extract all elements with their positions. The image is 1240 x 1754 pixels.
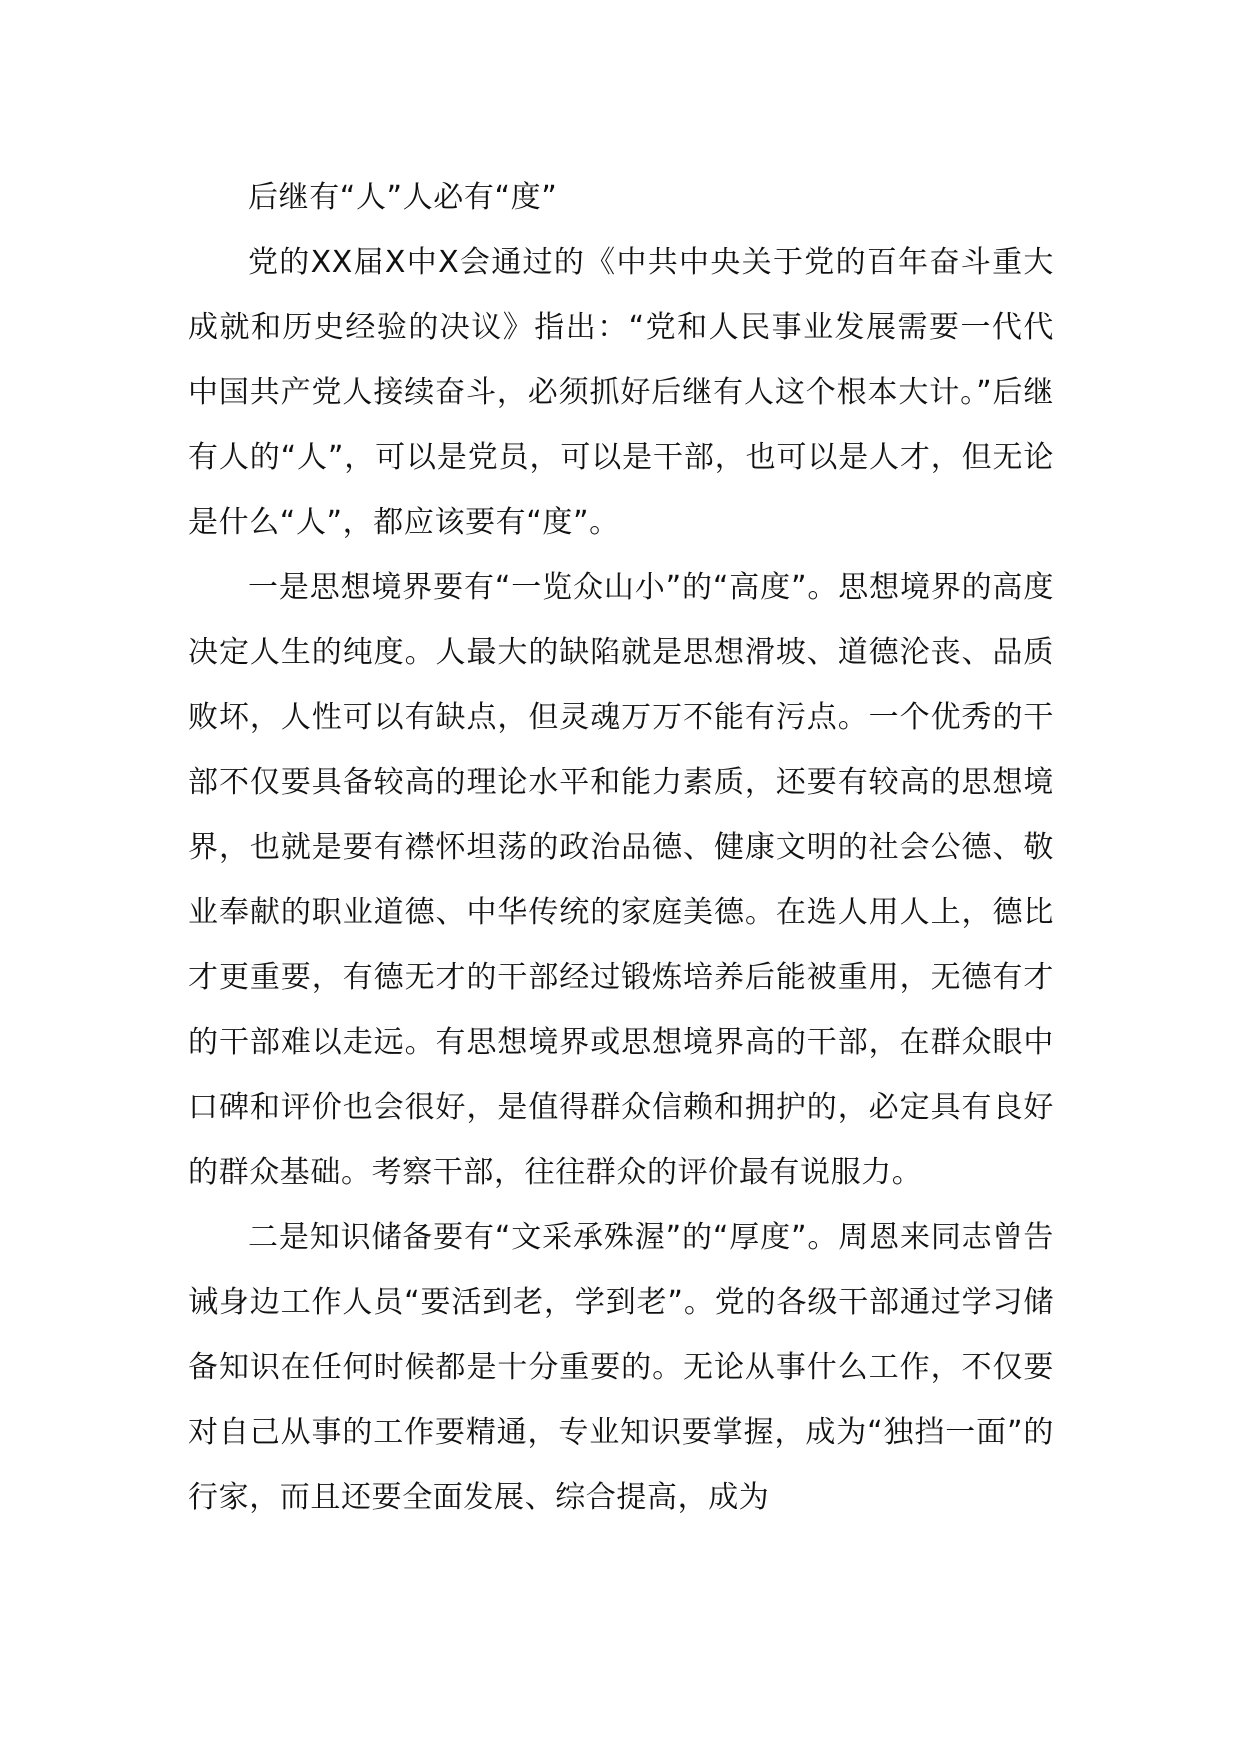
paragraph-point-two: 二是知识储备要有“文采承殊渥”的“厚度”。周恩来同志曾告诫身边工作人员“要活到老，学到老”。党的各级干部通过学习储备知识在任何时候都是十分重要的。无论从事什么工作，不仅要对自己从事的工作要精通，专业知识要掌握，成为“独挡一面”的行家，而且还要全面发展、综合提高，成为 — [188, 1220, 1054, 1515]
paragraph-point-one: 一是思想境界要有“一览众山小”的“高度”。思想境界的高度决定人生的纯度。人最大的缺陷就是思想滑坡、道德沦丧、品质败坏，人性可以有缺点，但灵魂万万不能有污点。一个优秀的干部不仅要具备较高的理论水平和能力素质，还要有较高的思想境界，也就是要有襟怀坦荡的政治品德、健康文明的社会公德、敬业奉献的职业道德、中华传统的家庭美德。在选人用人上，德比才更重要，有德无才的干部经过锻炼培养后能被重用，无德有才的干部难以走远。有思想境界或思想境界高的干部，在群众眼中口碑和评价也会很好，是值得群众信赖和拥护的，必定具有良好的群众基础。考察干部，往往群众的评价最有说服力。 — [188, 570, 1054, 1190]
document-body — [188, 165, 1054, 1530]
document-title: 后继有“人”人必有“度” — [248, 180, 558, 215]
paragraph-intro: 党的XX届X中X会通过的《中共中央关于党的百年奋斗重大成就和历史经验的决议》指出：“党和人民事业发展需要一代代中国共产党人接续奋斗，必须抓好后继有人这个根本大计。”后继有人的“人”，可以是党员，可以是干部，也可以是人才，但无论是什么“人”，都应该要有“度”。 — [188, 245, 1054, 540]
